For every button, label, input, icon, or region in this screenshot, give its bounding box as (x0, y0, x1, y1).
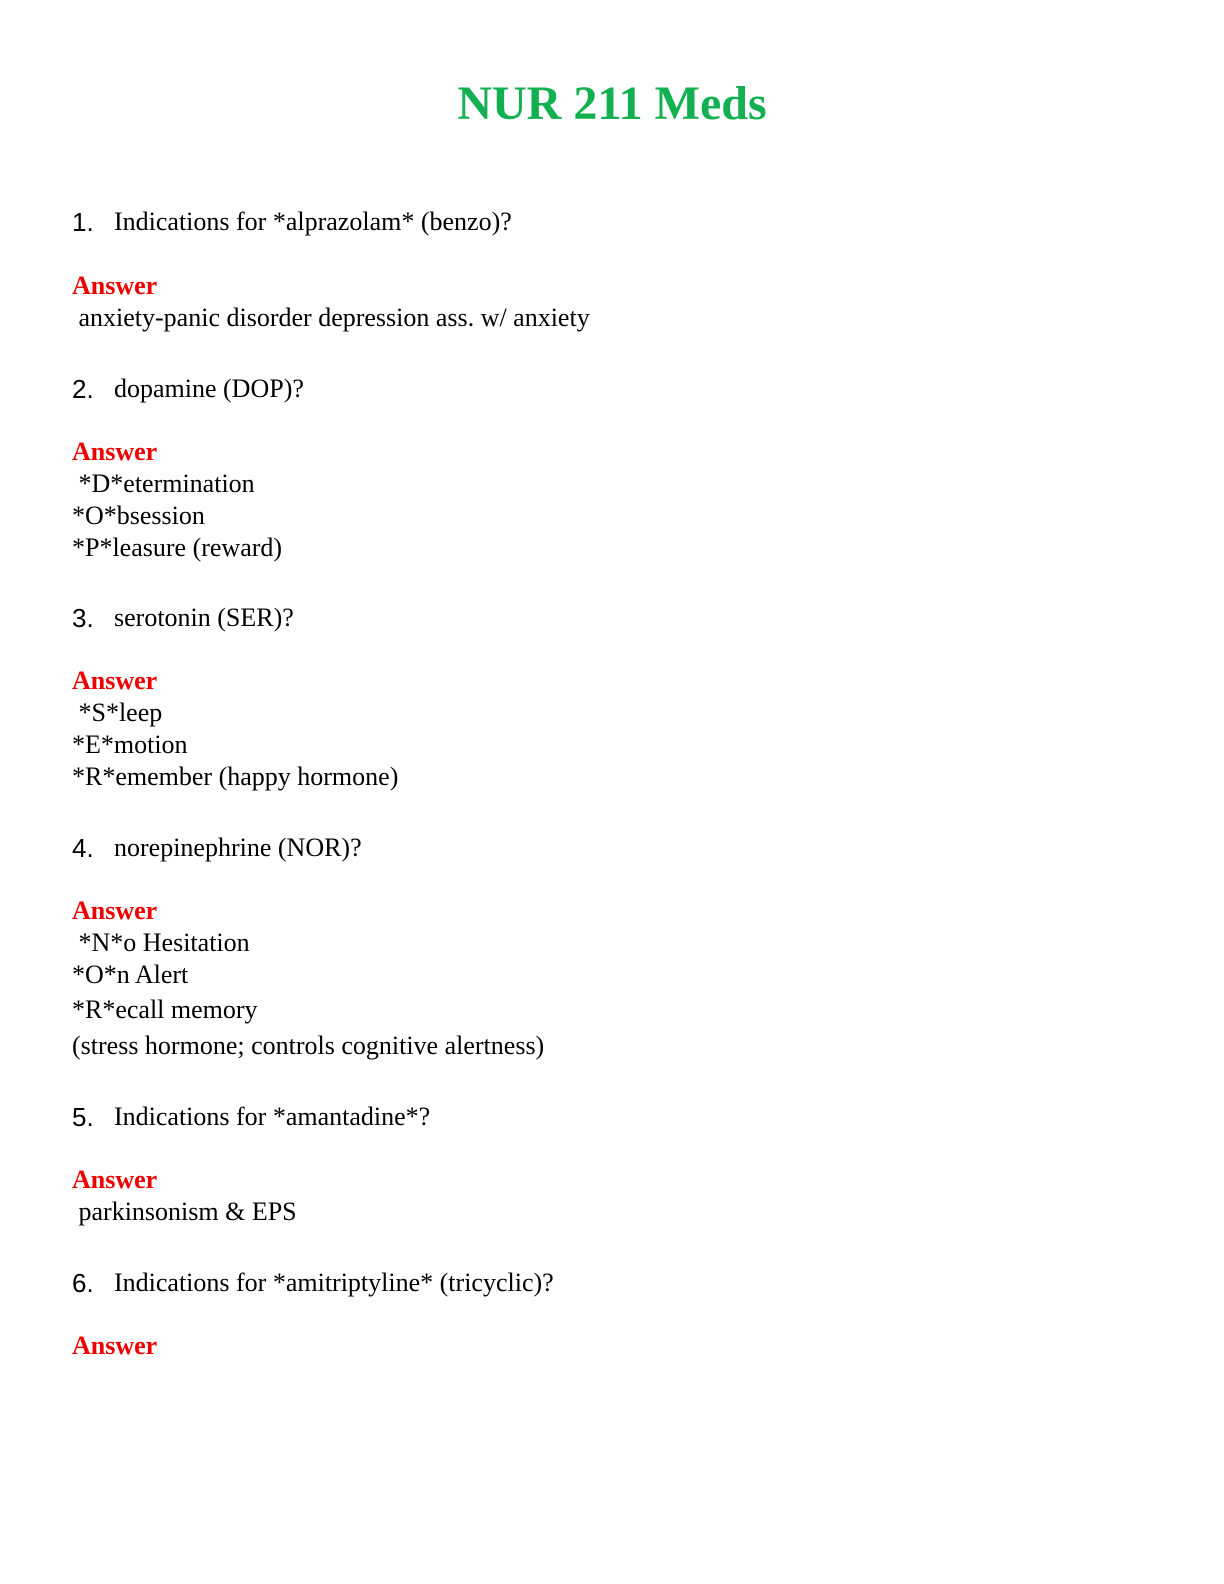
question-1 (72, 205, 512, 239)
question-5 (72, 1100, 430, 1134)
answer-label: Answer (72, 1331, 158, 1360)
question-4 (72, 831, 362, 865)
question-text: Indications for *alprazolam* (benzo)? (114, 207, 512, 236)
question-number: 5. (72, 1102, 94, 1132)
answer-label: Answer (72, 896, 158, 925)
question-text: dopamine (DOP)? (114, 374, 304, 403)
answer-line: *O*bsession (72, 501, 205, 530)
answer-label: Answer (72, 1165, 158, 1194)
question-number: 1. (72, 207, 94, 237)
question-text: Indications for *amitriptyline* (tricyclic)? (114, 1268, 554, 1297)
answer-line: *E*motion (72, 730, 188, 759)
answer-line: *R*ecall memory (72, 995, 258, 1024)
answer-label: Answer (72, 666, 158, 695)
answer-line: *R*emember (happy hormone) (72, 762, 399, 791)
question-text: Indications for *amantadine*? (114, 1102, 431, 1131)
question-number: 6. (72, 1268, 94, 1298)
answer-line: *P*leasure (reward) (72, 533, 283, 562)
answer-label: Answer (72, 271, 158, 300)
answer-label: Answer (72, 437, 158, 466)
answer-line: *S*leep (72, 698, 163, 727)
question-6 (72, 1266, 554, 1300)
question-text: norepinephrine (NOR)? (114, 833, 362, 862)
question-number: 2. (72, 374, 94, 404)
question-text: serotonin (SER)? (114, 603, 294, 632)
question-3 (72, 601, 294, 635)
page-title: NUR 211 Meds (457, 77, 767, 130)
answer-line: anxiety-panic disorder depression ass. w/ anxiety (72, 303, 590, 332)
answer-line: *D*etermination (72, 469, 255, 498)
answer-line: *O*n Alert (72, 960, 189, 989)
question-2 (72, 372, 304, 406)
question-number: 3. (72, 603, 94, 633)
question-number: 4. (72, 833, 94, 863)
answer-line: *N*o Hesitation (72, 928, 250, 957)
answer-line: (stress hormone; controls cognitive alertness) (72, 1031, 545, 1060)
answer-line: parkinsonism & EPS (72, 1197, 297, 1226)
